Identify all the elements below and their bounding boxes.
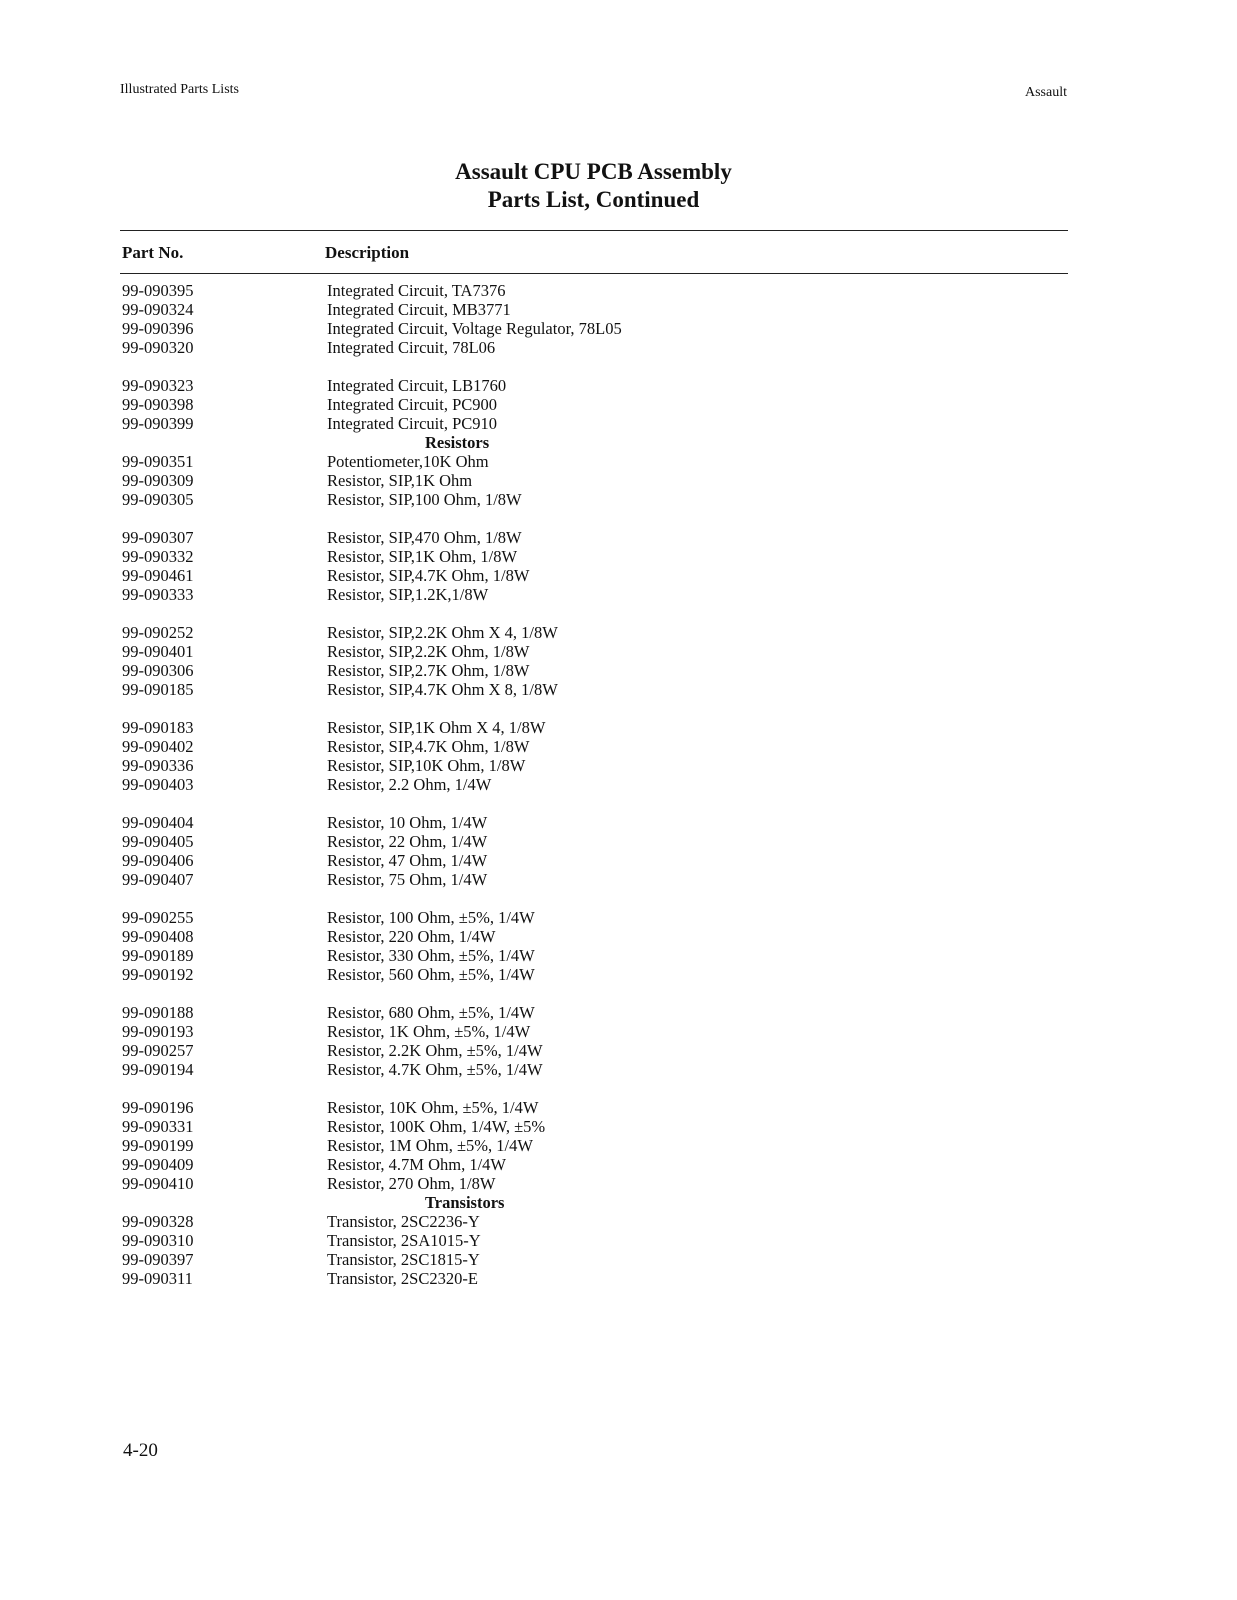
table-row bbox=[120, 566, 1068, 585]
part-description: Resistor, 560 Ohm, ±5%, 1/4W bbox=[327, 965, 535, 984]
part-description: Integrated Circuit, MB3771 bbox=[327, 300, 511, 319]
table-row bbox=[120, 338, 1068, 357]
part-description: Resistor, 4.7K Ohm, ±5%, 1/4W bbox=[327, 1060, 543, 1079]
part-description: Resistor, SIP,100 Ohm, 1/8W bbox=[327, 490, 522, 509]
part-number: 99-090333 bbox=[122, 585, 194, 604]
group-spacer bbox=[120, 509, 1068, 528]
part-description: Transistor, 2SC2236-Y bbox=[327, 1212, 480, 1231]
section-heading bbox=[120, 1193, 1068, 1212]
part-description: Resistor, SIP,4.7K Ohm X 8, 1/8W bbox=[327, 680, 558, 699]
part-number: 99-090310 bbox=[122, 1231, 194, 1250]
part-number: 99-090307 bbox=[122, 528, 194, 547]
part-description: Resistor, 75 Ohm, 1/4W bbox=[327, 870, 488, 889]
table-row bbox=[120, 547, 1068, 566]
part-number: 99-090397 bbox=[122, 1250, 194, 1269]
part-number: 99-090183 bbox=[122, 718, 194, 737]
title-line-1: Assault CPU PCB Assembly bbox=[455, 159, 732, 184]
page-number: 4-20 bbox=[123, 1440, 158, 1461]
part-number: 99-090320 bbox=[122, 338, 194, 357]
table-row bbox=[120, 376, 1068, 395]
part-description: Resistor, SIP,1K Ohm X 4, 1/8W bbox=[327, 718, 546, 737]
part-number: 99-090188 bbox=[122, 1003, 194, 1022]
title-line-2: Parts List, Continued bbox=[487, 187, 700, 212]
part-description: Transistor, 2SC1815-Y bbox=[327, 1250, 480, 1269]
table-row bbox=[120, 718, 1068, 737]
group-spacer bbox=[120, 984, 1068, 1003]
part-description: Resistor, 270 Ohm, 1/8W bbox=[327, 1174, 496, 1193]
part-description: Resistor, 1M Ohm, ±5%, 1/4W bbox=[327, 1136, 533, 1155]
table-row bbox=[120, 1060, 1068, 1079]
table-header-rule bbox=[120, 273, 1068, 274]
part-description: Integrated Circuit, PC900 bbox=[327, 395, 498, 414]
part-number: 99-090401 bbox=[122, 642, 194, 661]
table-row bbox=[120, 775, 1068, 794]
part-description: Transistor, 2SA1015-Y bbox=[327, 1231, 481, 1250]
part-description: Resistor, SIP,1K Ohm, 1/8W bbox=[327, 547, 518, 566]
group-spacer bbox=[120, 699, 1068, 718]
part-number: 99-090351 bbox=[122, 452, 194, 471]
group-spacer bbox=[120, 889, 1068, 908]
table-row bbox=[120, 319, 1068, 338]
page-title bbox=[0, 158, 1187, 214]
part-description: Resistor, 2.2K Ohm, ±5%, 1/4W bbox=[327, 1041, 543, 1060]
section-title: Transistors bbox=[425, 1193, 505, 1212]
table-row bbox=[120, 452, 1068, 471]
running-header-right: Assault bbox=[1025, 85, 1067, 100]
table-row bbox=[120, 300, 1068, 319]
part-description: Resistor, 1K Ohm, ±5%, 1/4W bbox=[327, 1022, 531, 1041]
part-number: 99-090461 bbox=[122, 566, 194, 585]
part-number: 99-090328 bbox=[122, 1212, 194, 1231]
part-number: 99-090409 bbox=[122, 1155, 194, 1174]
part-number: 99-090305 bbox=[122, 490, 194, 509]
part-number: 99-090194 bbox=[122, 1060, 194, 1079]
part-number: 99-090402 bbox=[122, 737, 194, 756]
table-row bbox=[120, 1155, 1068, 1174]
part-number: 99-090185 bbox=[122, 680, 194, 699]
part-number: 99-090406 bbox=[122, 851, 194, 870]
part-description: Integrated Circuit, PC910 bbox=[327, 414, 498, 433]
group-spacer bbox=[120, 604, 1068, 623]
part-description: Integrated Circuit, LB1760 bbox=[327, 376, 507, 395]
table-row bbox=[120, 1231, 1068, 1250]
part-description: Resistor, SIP,4.7K Ohm, 1/8W bbox=[327, 566, 530, 585]
section-part-cell bbox=[120, 1193, 327, 1212]
column-header-description: Description bbox=[325, 243, 410, 262]
part-description: Potentiometer,10K Ohm bbox=[327, 452, 489, 471]
part-number: 99-090196 bbox=[122, 1098, 194, 1117]
part-number: 99-090404 bbox=[122, 813, 194, 832]
part-description: Integrated Circuit, Voltage Regulator, 78L05 bbox=[327, 319, 622, 338]
table-row bbox=[120, 1174, 1068, 1193]
table-row bbox=[120, 1098, 1068, 1117]
table-row bbox=[120, 832, 1068, 851]
group-spacer bbox=[120, 1079, 1068, 1098]
table-row bbox=[120, 1117, 1068, 1136]
part-description: Transistor, 2SC2320-E bbox=[327, 1269, 478, 1288]
part-number: 99-090398 bbox=[122, 395, 194, 414]
table-row bbox=[120, 908, 1068, 927]
table-row bbox=[120, 756, 1068, 775]
part-number: 99-090309 bbox=[122, 471, 194, 490]
table-row bbox=[120, 870, 1068, 889]
part-number: 99-090410 bbox=[122, 1174, 194, 1193]
table-row bbox=[120, 680, 1068, 699]
part-description: Resistor, 330 Ohm, ±5%, 1/4W bbox=[327, 946, 535, 965]
table-row bbox=[120, 1212, 1068, 1231]
table-row bbox=[120, 1136, 1068, 1155]
part-number: 99-090408 bbox=[122, 927, 194, 946]
section-heading bbox=[120, 433, 1068, 452]
part-number: 99-090199 bbox=[122, 1136, 194, 1155]
part-number: 99-090332 bbox=[122, 547, 194, 566]
part-description: Resistor, SIP,2.7K Ohm, 1/8W bbox=[327, 661, 530, 680]
part-number: 99-090405 bbox=[122, 832, 194, 851]
part-number: 99-090396 bbox=[122, 319, 194, 338]
table-row bbox=[120, 965, 1068, 984]
part-description: Resistor, 680 Ohm, ±5%, 1/4W bbox=[327, 1003, 535, 1022]
part-number: 99-090324 bbox=[122, 300, 194, 319]
part-description: Resistor, 100 Ohm, ±5%, 1/4W bbox=[327, 908, 535, 927]
part-number: 99-090399 bbox=[122, 414, 194, 433]
table-row bbox=[120, 946, 1068, 965]
table-row bbox=[120, 1250, 1068, 1269]
group-spacer bbox=[120, 357, 1068, 376]
part-description: Resistor, 100K Ohm, 1/4W, ±5% bbox=[327, 1117, 546, 1136]
part-description: Resistor, 220 Ohm, 1/4W bbox=[327, 927, 496, 946]
part-number: 99-090331 bbox=[122, 1117, 194, 1136]
section-part-cell bbox=[120, 433, 327, 452]
table-row bbox=[120, 1003, 1068, 1022]
part-description: Resistor, SIP,1.2K,1/8W bbox=[327, 585, 489, 604]
part-description: Resistor, SIP,4.7K Ohm, 1/8W bbox=[327, 737, 530, 756]
table-row bbox=[120, 623, 1068, 642]
part-description: Resistor, 4.7M Ohm, 1/4W bbox=[327, 1155, 507, 1174]
table-row bbox=[120, 585, 1068, 604]
table-row bbox=[120, 395, 1068, 414]
group-spacer bbox=[120, 794, 1068, 813]
table-row bbox=[120, 1041, 1068, 1060]
part-description: Resistor, SIP,2.2K Ohm, 1/8W bbox=[327, 642, 530, 661]
section-title: Resistors bbox=[425, 433, 490, 452]
table-row bbox=[120, 851, 1068, 870]
part-number: 99-090189 bbox=[122, 946, 194, 965]
part-description: Resistor, 22 Ohm, 1/4W bbox=[327, 832, 488, 851]
table-top-rule bbox=[120, 230, 1068, 231]
part-number: 99-090257 bbox=[122, 1041, 194, 1060]
table-row bbox=[120, 927, 1068, 946]
table-row bbox=[120, 471, 1068, 490]
part-description: Resistor, SIP,470 Ohm, 1/8W bbox=[327, 528, 522, 547]
parts-table bbox=[120, 281, 1068, 1288]
part-number: 99-090336 bbox=[122, 756, 194, 775]
part-number: 99-090395 bbox=[122, 281, 194, 300]
table-row bbox=[120, 414, 1068, 433]
table-row bbox=[120, 661, 1068, 680]
part-description: Integrated Circuit, 78L06 bbox=[327, 338, 496, 357]
part-number: 99-090255 bbox=[122, 908, 194, 927]
table-row bbox=[120, 528, 1068, 547]
table-row bbox=[120, 642, 1068, 661]
part-description: Resistor, 10K Ohm, ±5%, 1/4W bbox=[327, 1098, 539, 1117]
part-number: 99-090306 bbox=[122, 661, 194, 680]
part-number: 99-090323 bbox=[122, 376, 194, 395]
column-header-part-no: Part No. bbox=[122, 243, 184, 262]
part-description: Resistor, 47 Ohm, 1/4W bbox=[327, 851, 488, 870]
part-description: Resistor, SIP,10K Ohm, 1/8W bbox=[327, 756, 526, 775]
part-description: Resistor, 2.2 Ohm, 1/4W bbox=[327, 775, 492, 794]
part-number: 99-090252 bbox=[122, 623, 194, 642]
table-row bbox=[120, 1022, 1068, 1041]
part-description: Resistor, 10 Ohm, 1/4W bbox=[327, 813, 488, 832]
table-row bbox=[120, 737, 1068, 756]
part-description: Resistor, SIP,1K Ohm bbox=[327, 471, 473, 490]
table-row bbox=[120, 1269, 1068, 1288]
part-description: Integrated Circuit, TA7376 bbox=[327, 281, 506, 300]
part-number: 99-090192 bbox=[122, 965, 194, 984]
table-row bbox=[120, 813, 1068, 832]
part-number: 99-090407 bbox=[122, 870, 194, 889]
part-description: Resistor, SIP,2.2K Ohm X 4, 1/8W bbox=[327, 623, 558, 642]
part-number: 99-090311 bbox=[122, 1269, 193, 1288]
part-number: 99-090193 bbox=[122, 1022, 194, 1041]
running-header-left: Illustrated Parts Lists bbox=[120, 82, 239, 97]
part-number: 99-090403 bbox=[122, 775, 194, 794]
table-row bbox=[120, 281, 1068, 300]
table-row bbox=[120, 490, 1068, 509]
